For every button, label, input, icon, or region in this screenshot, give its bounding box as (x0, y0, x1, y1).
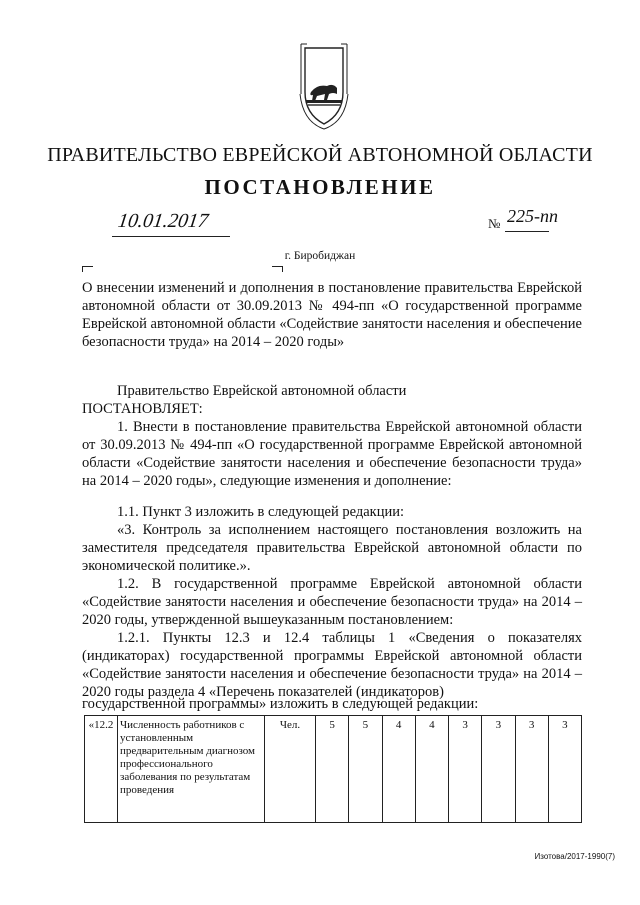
table-cell: 3 (548, 716, 581, 823)
date-underline (112, 236, 230, 237)
row-number: «12.2 (85, 716, 118, 823)
subject-bracket-left (82, 266, 93, 272)
preamble: Правительство Еврейской автономной области (117, 383, 407, 399)
coat-of-arms-emblem (297, 34, 351, 130)
indicators-table (84, 715, 582, 823)
city-label: г. Биробиджан (284, 250, 356, 262)
decree-word: ПОСТАНОВЛЯЕТ: (82, 401, 203, 417)
paragraph-1: 1. Внести в постановление правительства Еврейской автономной области от 30.09.2013 № 494-пп «О государственной программе Еврейской автономной области «Содействие занятости населения и обеспечение безопасности труда» на 2014 – 2020 годы», следующие изменения и дополнение: (82, 419, 582, 489)
subject-paragraph: О внесении изменений и дополнения в постановление правительства Еврейской автономной области от 30.09.2013 № 494-пп «О государственной программе Еврейской автономной области «Содействие занятости населения и обеспечение безопасности труда» на 2014 – 2020 годы» (82, 280, 582, 350)
paragraph-1-2-1-end: государственной программы» изложить в следующей редакции: (82, 696, 479, 712)
number-underline (505, 231, 549, 232)
paragraph-1-2: 1.2. В государственной программе Еврейской автономной области «Содействие занятости населения и обеспечение безопасности труда» на 2014 – 2020 годы, утвержденной вышеуказанным постановлением: (82, 576, 582, 628)
paragraph-1-1: 1.1. Пункт 3 изложить в следующей редакции: (117, 504, 405, 520)
row-unit: Чел. (265, 716, 316, 823)
table-cell: 3 (449, 716, 482, 823)
table-cell: 4 (415, 716, 448, 823)
table-cell: 3 (482, 716, 515, 823)
table-cell: 5 (316, 716, 349, 823)
government-title: ПРАВИТЕЛЬСТВО ЕВРЕЙСКОЙ АВТОНОМНОЙ ОБЛАСТИ (47, 144, 593, 166)
table-row (85, 716, 582, 823)
footer-code: Изотова/2017-1990(7) (534, 852, 615, 861)
table-cell: 4 (382, 716, 415, 823)
row-description: Численность работников с установленным предварительным диагнозом профессионального заболевания по результатам проведения (118, 716, 265, 823)
subject-bracket-right (272, 266, 283, 272)
decree-number: 225-пп (507, 206, 558, 226)
paragraph-1-1-text: «3. Контроль за исполнением настоящего постановления возложить на заместителя председателя правительства Еврейской автономной области по экономической политике.». (82, 522, 582, 574)
decree-date: 10.01.2017 (116, 210, 210, 232)
document-type-title: ПОСТАНОВЛЕНИЕ (204, 175, 436, 199)
table-cell: 5 (349, 716, 382, 823)
number-label: № (488, 216, 501, 231)
table-cell: 3 (515, 716, 548, 823)
paragraph-1-2-1: 1.2.1. Пункты 12.3 и 12.4 таблицы 1 «Сведения о показателях (индикаторах) государственной программы Еврейской автономной области «Содействие занятости населения и обеспечение безопасности труда» на 2014 – 2020 годы раздела 4 «Перечень показателей (индикаторов) (82, 630, 582, 700)
